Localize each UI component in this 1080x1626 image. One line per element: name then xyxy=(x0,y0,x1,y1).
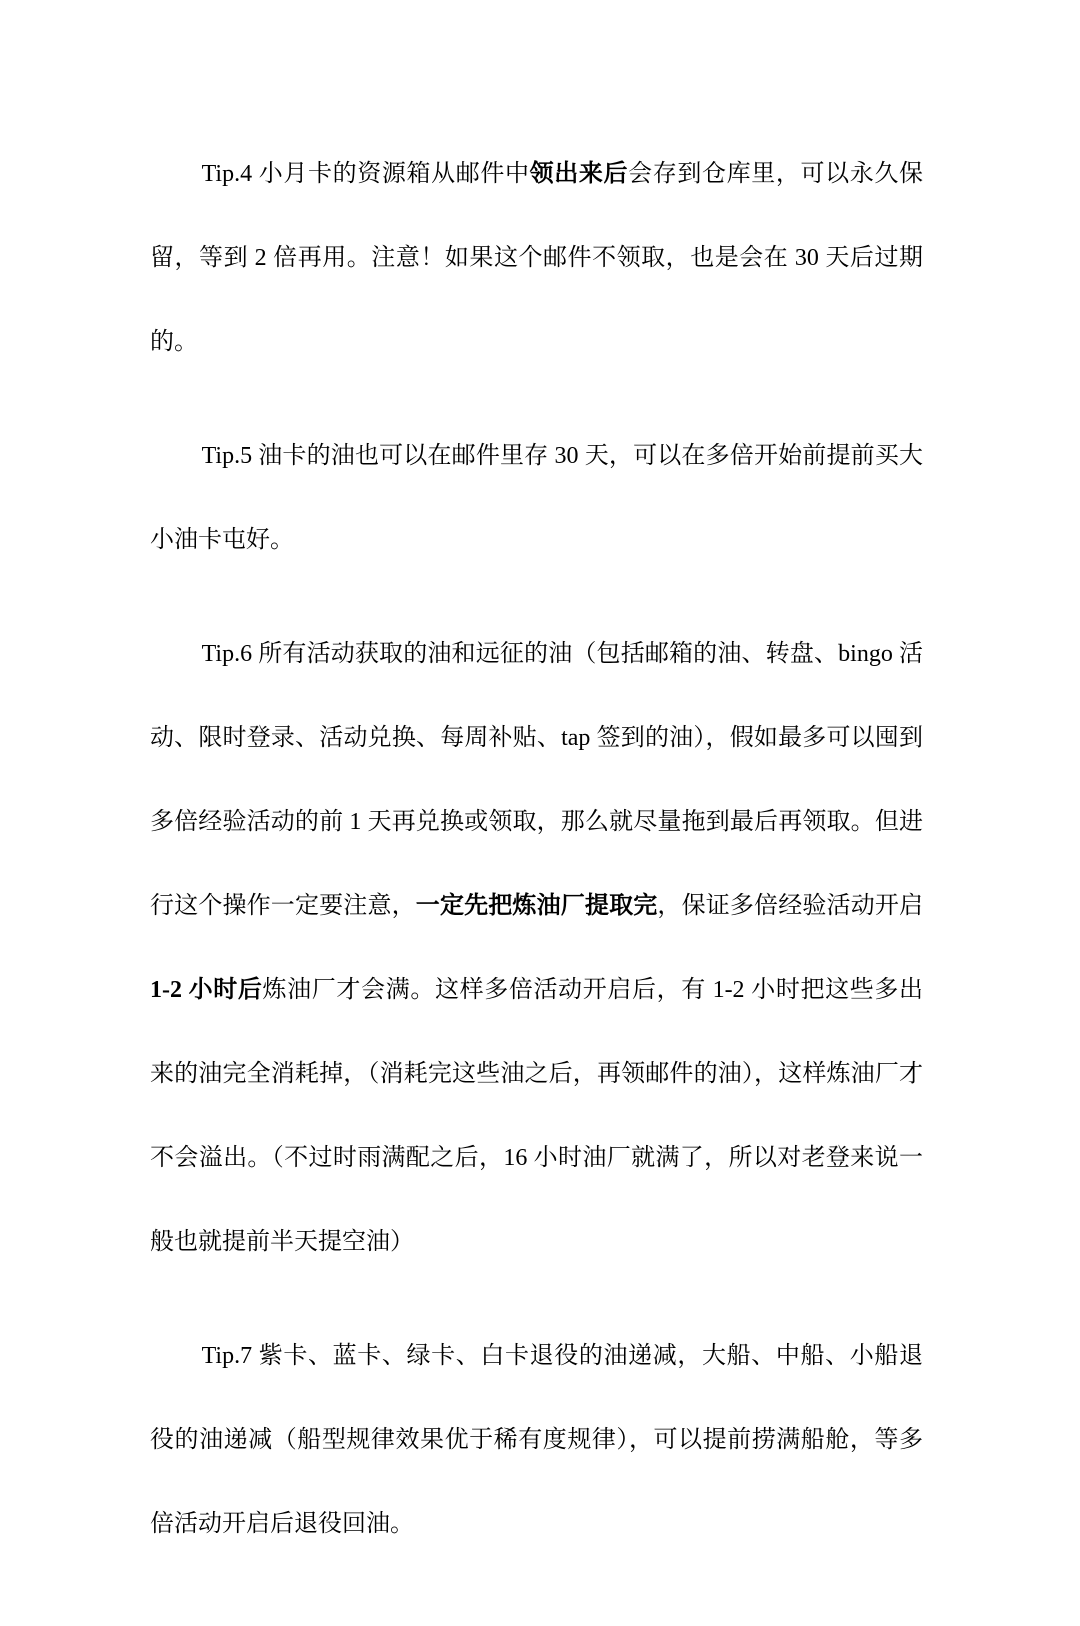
bold-text-run: 一定先把炼油厂提取完 xyxy=(415,893,658,919)
text-run: 炼油厂才会满。这样多倍活动开启后，有 1-2 小时把这些多出来的油完全消耗掉，（消耗完这些油之后，再领邮件的油），这样炼油厂才不会溢出。（不过时雨满配之后，16 小时油厂就满了，所以对老登来说一般也就提前半天提空油） xyxy=(150,977,923,1255)
text-run: Tip.5 油卡的油也可以在邮件里存 30 天，可以在多倍开始前提前买大小油卡屯好。 xyxy=(150,443,923,553)
text-run: ，保证多倍经验活动开启 xyxy=(657,893,924,919)
text-run: Tip.4 小月卡的资源箱从邮件中 xyxy=(201,161,530,187)
paragraph-tip-4 xyxy=(150,132,923,384)
text-run: 会存到仓库里，可以永久保留，等到 2 倍再用。注意！如果这个邮件不领取，也是会在 30 天后过期的。 xyxy=(150,161,924,355)
text-run: Tip.6 所有活动获取的油和远征的油（包括邮箱的油、转盘、bingo 活动、限时登录、活动兑换、每周补贴、tap 签到的油），假如最多可以囤到多倍经验活动的前 1 天再兑换或领取，那么就尽量拖到最后再领取。但进行这个操作一定要注意， xyxy=(150,641,923,919)
document-body xyxy=(150,132,923,1566)
bold-text-run: 领出来后 xyxy=(529,161,629,187)
text-run: Tip.7 紫卡、蓝卡、绿卡、白卡退役的油递减，大船、中船、小船退役的油递减（船型规律效果优于稀有度规律），可以提前捞满船舱，等多倍活动开启后退役回油。 xyxy=(150,1343,923,1537)
paragraph-tip-6 xyxy=(150,612,923,1284)
paragraph-tip-7 xyxy=(150,1314,923,1566)
bold-text-run: 1-2 小时后 xyxy=(150,977,263,1003)
paragraph-tip-5 xyxy=(150,414,923,582)
